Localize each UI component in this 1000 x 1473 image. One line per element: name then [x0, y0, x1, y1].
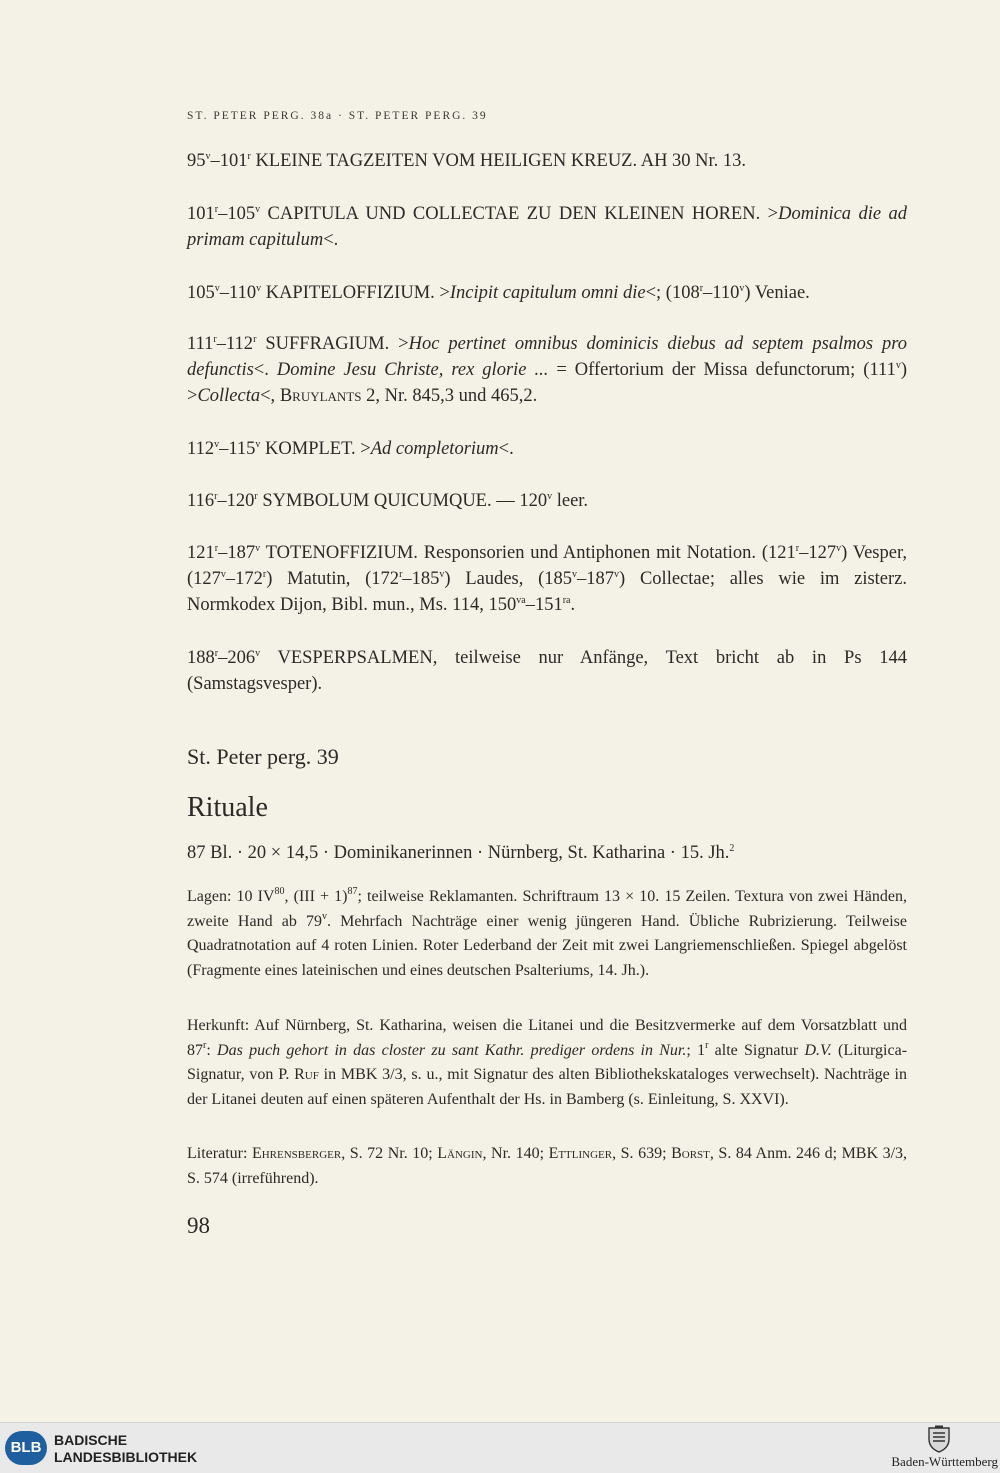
entry-kapiteloffizium: 105$^v$–110$^v$ KAPITELOFFIZIUM. >Incipit capitulum omni die<; (108$^r$–110$^v$) Veniae.: [187, 283, 810, 303]
running-head-left-num: 38a: [310, 110, 334, 122]
library-name-line1: BADISCHE: [54, 1432, 128, 1448]
running-head-right: ST. PETER PERG.: [348, 110, 468, 122]
lagen-paragraph: Lagen: 10 IV$^{80}$, (III + 1)$^{87}$; teilweise Reklamanten. Schriftraum 13 × 10. 15 Zeilen. Textura von zwei Händen, zweite Hand ab 79$^v$. Mehrfach Nachträge einer wenig jüngeren Hand. Übliche Rubrizierung. Teilweise Quadratnotation auf 4 roten Linien. Roter Lederband der Zeit mit zwei Langriemenschließen. Spiegel abgelöst (Fragmente eines lateinischen und eines deutschen Psalteriums, 14. Jh.).: [187, 886, 908, 979]
manuscript-title: Rituale: [187, 792, 268, 823]
entry-kleine-tagzeiten: 95$^v$–101$^r$ KLEINE TAGZEITEN VOM HEILIGEN KREUZ. AH 30 Nr. 13.: [187, 151, 747, 171]
entry-komplet: 112$^v$–115$^v$ KOMPLET. >Ad completorium<.: [187, 439, 514, 459]
codicological-summary: 87 Bl. · 20 × 14,5 · Dominikanerinnen · Nürnberg, St. Katharina · 15. Jh.$^2$: [187, 843, 735, 863]
coat-of-arms-icon: [926, 1425, 952, 1453]
entry-capitula: 101$^r$–105$^v$ CAPITULA UND COLLECTAE ZU DEN KLEINEN HOREN. >Dominica die ad primam capitulum<.: [187, 204, 907, 250]
running-head: [187, 110, 488, 122]
entry-vesperpsalmen: 188$^r$–206$^v$ VESPERPSALMEN, teilweise nur Anfänge, Text bricht ab in Ps 144 (Samstagsvesper).: [187, 648, 907, 694]
literatur-paragraph: Literatur: Ehrensberger, S. 72 Nr. 10; Längin, Nr. 140; Ettlinger, S. 639; Borst, S. 84 Anm. 246 d; MBK 3/3, S. 574 (irreführend).: [187, 1145, 908, 1187]
footer-bar: [0, 1422, 1000, 1473]
page-number: 98: [187, 1213, 210, 1238]
running-head-right-num: 39: [472, 110, 488, 122]
state-label: Baden-Württemberg: [891, 1454, 998, 1469]
entry-suffragium: 111$^r$–112$^r$ SUFFRAGIUM. >Hoc pertinet omnibus dominicis diebus ad septem psalmos pro defunctis<. Domine Jesu Christe, rex glorie ... = Offertorium der Missa defunctorum; $(111^v)$ >Collecta<, Bruylants 2, Nr. 845,3 und 465,2.: [187, 334, 907, 406]
library-name-line2: LANDESBIBLIOTHEK: [54, 1449, 198, 1465]
herkunft-paragraph: Herkunft: Auf Nürnberg, St. Katharina, weisen die Litanei und die Besitzvermerke auf dem Vorsatzblatt und 87$^r$: Das puch gehort in das closter zu sant Kathr. prediger ordens in Nur.; 1$^r$ alte Signatur D.V. (Liturgica-Signatur, von P. Ruf in MBK 3/3, s. u., mit Signatur des alten Bibliothekskataloges verwechselt). Nachträge in der Litanei deuten auf einen späteren Aufenthalt der Hs. in Bamberg (s. Einleitung, S. XXVI).: [187, 1017, 908, 1108]
running-head-left: ST. PETER PERG.: [187, 110, 306, 122]
entry-symbolum: 116$^r$–120$^r$ SYMBOLUM QUICUMQUE. — 120$^v$ leer.: [187, 491, 589, 511]
running-head-sep: ·: [333, 110, 349, 122]
signature-title: St. Peter perg. 39: [187, 744, 339, 769]
library-name[interactable]: [54, 1432, 197, 1466]
footnote-ref: 2: [729, 843, 735, 854]
blb-logo[interactable]: BLB: [5, 1431, 47, 1465]
entry-totenoffizium: 121$^r$–187$^v$ TOTENOFFIZIUM. Responsorien und Antiphonen mit Notation. (121$^r$–127$^v$) Vesper, (127$^v$–172$^r$) Matutin, (172$^r$–185$^v$) Laudes, (185$^v$–187$^v$) Collectae; alles wie im zisterz. Normkodex Dijon, Bibl. mun., Ms. 114, $150^{va}-151^{ra}$.: [187, 543, 908, 615]
